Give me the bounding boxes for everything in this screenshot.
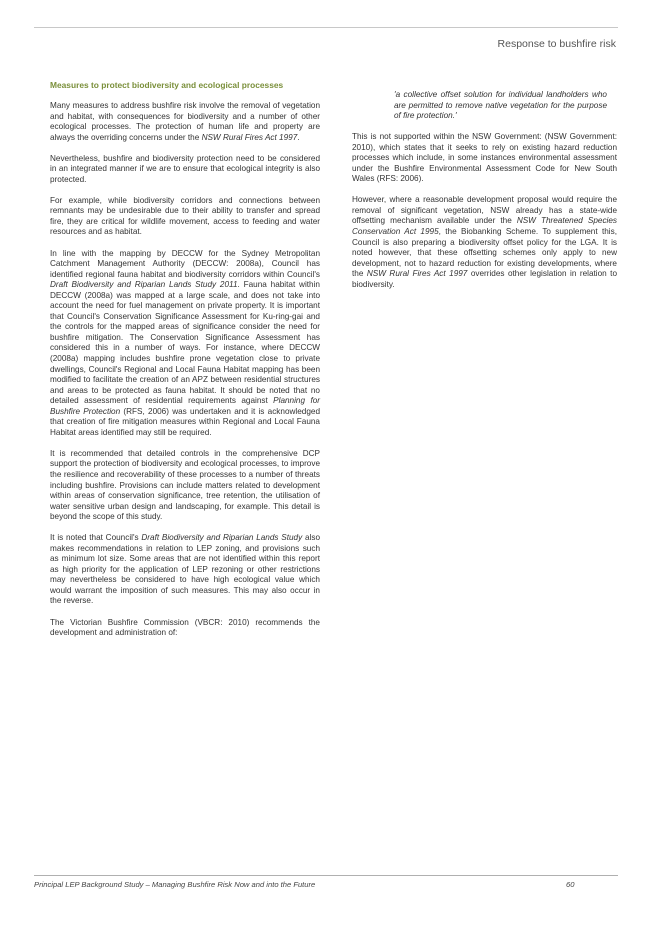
paragraph-7: The Victorian Bushfire Commission (VBCR: 2010) recommends the development and administration of: xyxy=(50,617,320,638)
act-reference: NSW Rural Fires Act 1997 xyxy=(201,132,298,142)
study-reference: Draft Biodiversity and Riparian Lands Study xyxy=(141,533,303,543)
page-number: 60 xyxy=(566,880,575,889)
paragraph-4: In line with the mapping by DECCW for the Sydney Metropolitan Catchment Management Authority (DECCW: 2008a), Council has identified regional fauna habitat and biodiversity corridors within Council's Draft Biodiversity and Riparian Lands Study 2011. Fauna habitat within DECCW (2008a) was mapped at a large scale, and does not take into account the need for fuel management on private property. It is important that Council's Conservation Significance Assessment for Ku-ring-gai and the controls for the mapped areas of significance consider the need for bushfire mitigation. The Conservation Significance Assessment has considered this in a number of ways. For instance, where DECCW (2008a) mapping includes bushfire prone vegetation close to private dwellings, Council's Regional and Local Fauna Habitat mapping has been modified to facilitate the creation of an APZ between residential structures and areas to be protected as fauna habitat. It should be noted that no detailed assessment of residential requirements against Planning for Bushfire Protection (RFS, 2006) was undertaken and it is acknowledged that creation of fire mitigation measures within Regional and Local Fauna Habitat areas identified may still be required. xyxy=(50,248,321,437)
running-header: Response to bushfire risk xyxy=(497,38,616,50)
footer-title: Principal LEP Background Study – Managing Bushfire Risk Now and into the Future xyxy=(34,880,316,889)
paragraph-1: Many measures to address bushfire risk involve the removal of vegetation and habitat, with consequences for biodiversity and a number of other ecological processes. The protection of human life and property are always the overriding concerns under the NSW Rural Fires Act 1997. xyxy=(50,101,320,142)
paragraph-6: It is noted that Council's Draft Biodiversity and Riparian Lands Study also makes recommendations in relation to LEP zoning, and provisions such as minimum lot size. Some areas that are not identified within this report as high priority for the application of LEP rezoning or other restrictions may nevertheless be considered to have high ecological value which would warrant the imposition of such measures. This may also occur in the reverse. xyxy=(50,533,321,606)
paragraph-9: However, where a reasonable development proposal would require the removal of significant vegetation, NSW already has a state-wide offsetting mechanism available under the NSW Threatened Species Conservation Act 1995, the Biobanking Scheme. To supplement this, Council is also preparing a biodiversity offset policy for the LGA. It is noted however, that these offsetting schemes only apply to new development, not to hazard reduction for existing developments, where the NSW Rural Fires Act 1997 overrides other legislation in relation to biodiversity. xyxy=(352,195,618,289)
paragraph-2: Nevertheless, bushfire and biodiversity protection need to be considered in an integrated manner if we are to ensure that ecological integrity is also protected. xyxy=(50,153,320,184)
header-rule xyxy=(34,27,618,28)
footer-rule xyxy=(34,875,618,876)
left-column xyxy=(50,80,320,649)
planning-reference: Planning for Bushfire Protection xyxy=(50,396,321,416)
study-reference: Draft Biodiversity and Riparian Lands Study 2011 xyxy=(50,280,238,290)
paragraph-3: For example, while biodiversity corridors and connections between remnants may be undesirable due to their ability to transfer and spread fire, they are critical for wildlife movement, access to feeding and water resources and as habitat. xyxy=(50,195,320,237)
right-column xyxy=(352,90,617,301)
section-heading: Measures to protect biodiversity and ecological processes xyxy=(50,80,284,90)
block-quote: 'a collective offset solution for individual landholders who are permitted to remove native vegetation for the purpose of fire protection.' xyxy=(394,90,607,121)
act-reference: NSW Threatened Species Conservation Act 1995 xyxy=(352,216,618,237)
paragraph-8: This is not supported within the NSW Government: (NSW Government: 2010), which states that it seeks to rely on existing hazard reduction processes which include, in some instances environmental assessment under the Bushfire Environmental Assessment Code for New South Wales (RFS: 2006). xyxy=(352,132,617,184)
paragraph-5: It is recommended that detailed controls in the comprehensive DCP support the protection of biodiversity and ecological processes, to improve the resilience and recoverability of these processes to a number of threats including bushfire. Provisions can include matters related to development within areas of conservation significance, tree retention, the utilisation of water sensitive urban design and landscaping, for example. This detail is beyond the scope of this study. xyxy=(50,448,320,522)
act-reference: NSW Rural Fires Act 1997 xyxy=(366,269,468,279)
